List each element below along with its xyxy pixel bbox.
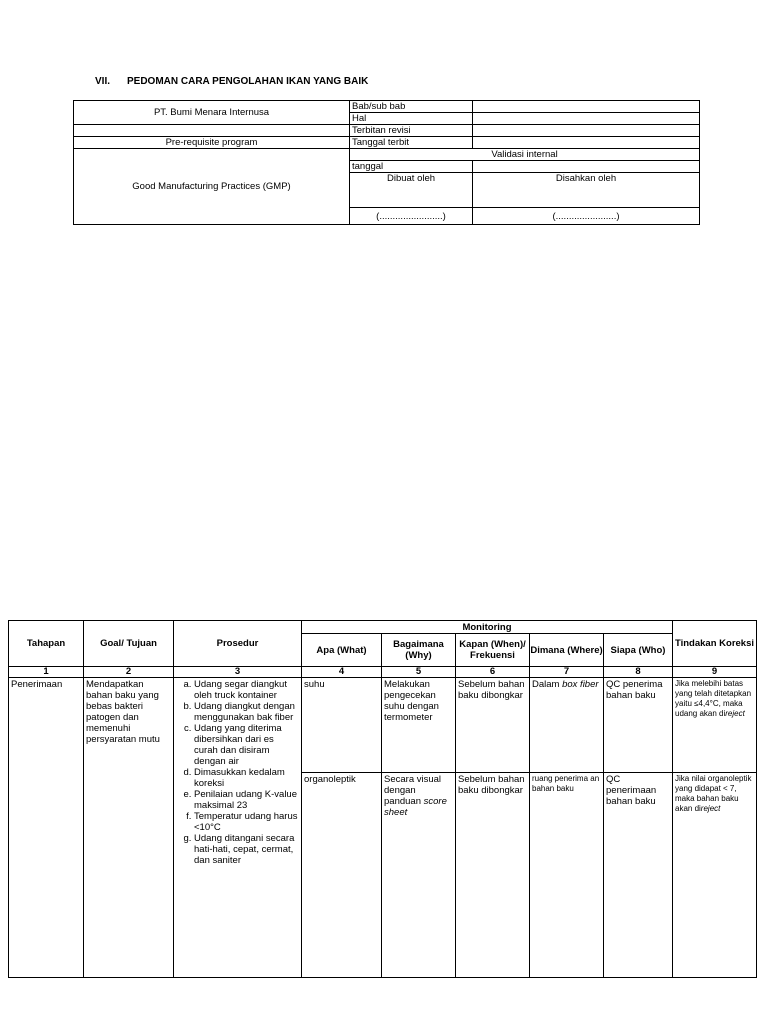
disahkan-label: Disahkan oleh bbox=[473, 173, 700, 208]
dimana-suhu bbox=[530, 678, 604, 773]
company-name: PT. Bumi Menara Internusa bbox=[74, 101, 350, 125]
col-number: 8 bbox=[604, 667, 673, 678]
header-prosedur: Prosedur bbox=[174, 621, 302, 667]
goal-cell: Mendapatkan bahan baku yang bebas bakteri patogen dan memenuhi persyaratan mutu bbox=[84, 678, 174, 978]
validasi-label: Validasi internal bbox=[350, 149, 700, 161]
header-bagaimana: Bagaimana (Why) bbox=[382, 634, 456, 667]
signature-disahkan: (.......................) bbox=[473, 208, 700, 225]
tanggal-terbit-label: Tanggal terbit bbox=[350, 137, 473, 149]
header-dimana: Dimana (Where) bbox=[530, 634, 604, 667]
gmp-label: Good Manufacturing Practices (GMP) bbox=[74, 149, 350, 225]
bagaimana-organoleptik-italic: score sheet bbox=[384, 796, 447, 818]
col-number: 3 bbox=[174, 667, 302, 678]
header-siapa: Siapa (Who) bbox=[604, 634, 673, 667]
hal-value bbox=[473, 113, 700, 125]
tindakan-organoleptik bbox=[673, 773, 757, 978]
col-number: 7 bbox=[530, 667, 604, 678]
col-number: 6 bbox=[456, 667, 530, 678]
bab-value bbox=[473, 101, 700, 113]
hal-label: Hal bbox=[350, 113, 473, 125]
tindakan-suhu-prefix: Jika melebihi batas yang telah ditetapkan yaitu ≤4,4°C, maka udang akan di bbox=[675, 679, 752, 718]
siapa-suhu: QC penerima bahan baku bbox=[604, 678, 673, 773]
prereq-label: Pre-requisite program bbox=[74, 137, 350, 149]
tindakan-suhu-italic: reject bbox=[725, 709, 745, 718]
signature-dibuat: (........................) bbox=[350, 208, 473, 225]
monitoring-table bbox=[8, 620, 757, 978]
section-title bbox=[95, 76, 368, 87]
section-number: VII. bbox=[95, 76, 111, 87]
bab-label: Bab/sub bab bbox=[350, 101, 473, 113]
bagaimana-organoleptik-prefix: Secara visual dengan panduan bbox=[384, 774, 442, 807]
table-row bbox=[9, 678, 757, 773]
tanggal-value bbox=[473, 161, 700, 173]
dimana-suhu-italic: box fiber bbox=[562, 679, 599, 690]
tahapan-cell: Penerimaan bbox=[9, 678, 84, 978]
list-item: a. Udang segar diangkut oleh truck kontainer bbox=[194, 679, 299, 701]
col-number: 1 bbox=[9, 667, 84, 678]
apa-suhu: suhu bbox=[302, 678, 382, 773]
col-number: 4 bbox=[302, 667, 382, 678]
column-number-row bbox=[9, 667, 757, 678]
list-item: e. Penilaian udang K-value maksimal 23 bbox=[194, 789, 299, 811]
kapan-suhu: Sebelum bahan baku dibongkar bbox=[456, 678, 530, 773]
list-item: c. Udang yang diterima dibersihkan dari es curah dan disiram dengan air bbox=[194, 723, 299, 767]
kapan-organoleptik: Sebelum bahan baku dibongkar bbox=[456, 773, 530, 978]
tanggal-label: tanggal bbox=[350, 161, 473, 173]
header-apa: Apa (What) bbox=[302, 634, 382, 667]
document-header-table bbox=[73, 100, 700, 225]
list-item: d. Dimasukkan kedalam koreksi bbox=[194, 767, 299, 789]
col-number: 2 bbox=[84, 667, 174, 678]
bagaimana-organoleptik bbox=[382, 773, 456, 978]
header-kapan: Kapan (When)/ Frekuensi bbox=[456, 634, 530, 667]
header-monitoring: Monitoring bbox=[302, 621, 673, 634]
tindakan-organoleptik-prefix: Jika nilai organoleptik yang didapat < 7, maka bahan baku akan di bbox=[675, 774, 752, 813]
dimana-organoleptik: ruang penerima an bahan baku bbox=[530, 773, 604, 978]
blank-cell bbox=[74, 125, 350, 137]
header-goal: Goal/ Tujuan bbox=[84, 621, 174, 667]
prosedur-list bbox=[176, 679, 299, 866]
revisi-value bbox=[473, 125, 700, 137]
list-item: f. Temperatur udang harus <10°C bbox=[194, 811, 299, 833]
apa-organoleptik: organoleptik bbox=[302, 773, 382, 978]
siapa-organoleptik: QC penerimaan bahan baku bbox=[604, 773, 673, 978]
col-number: 5 bbox=[382, 667, 456, 678]
dimana-suhu-prefix: Dalam bbox=[532, 679, 563, 690]
section-title-text: PEDOMAN CARA PENGOLAHAN IKAN YANG BAIK bbox=[127, 76, 369, 87]
tindakan-organoleptik-italic: reject bbox=[700, 804, 721, 813]
tanggal-terbit-value bbox=[473, 137, 700, 149]
prosedur-cell bbox=[174, 678, 302, 978]
revisi-label: Terbitan revisi bbox=[350, 125, 473, 137]
list-item: g. Udang ditangani secara hati-hati, cepat, cermat, dan saniter bbox=[194, 833, 299, 866]
dibuat-label: Dibuat oleh bbox=[350, 173, 473, 208]
header-tahapan: Tahapan bbox=[9, 621, 84, 667]
tindakan-suhu bbox=[673, 678, 757, 773]
bagaimana-suhu: Melakukan pengecekan suhu dengan termometer bbox=[382, 678, 456, 773]
list-item: b. Udang diangkut dengan menggunakan bak fiber bbox=[194, 701, 299, 723]
col-number: 9 bbox=[673, 667, 757, 678]
header-tindakan: Tindakan Koreksi bbox=[673, 621, 757, 667]
